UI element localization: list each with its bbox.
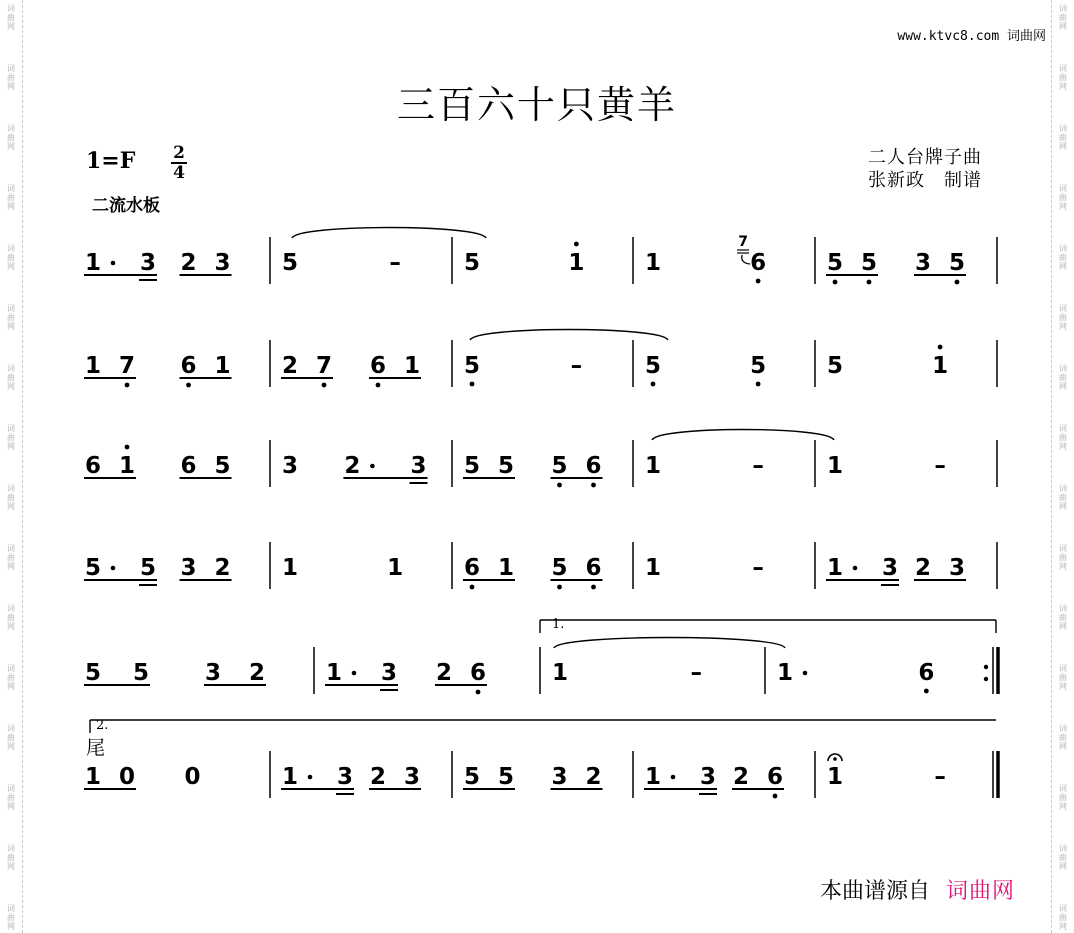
watermark-glyphs: 词 曲 网: [1059, 424, 1067, 451]
note-numeral: 1: [826, 555, 844, 581]
site-url[interactable]: www.ktvc8.com 词曲网: [897, 29, 1046, 44]
footer-label: 本曲谱源自: [820, 879, 931, 904]
note-numeral: 5: [497, 764, 515, 790]
watermark-glyphs: 词 曲 网: [1059, 124, 1067, 151]
note-numeral: 6: [750, 250, 767, 276]
watermark-glyphs: 词 曲 网: [1059, 4, 1067, 31]
note-numeral: 1: [281, 555, 299, 581]
footer-brand-link[interactable]: 词曲网: [946, 879, 1016, 904]
credit-composer: 二人台牌子曲: [868, 147, 982, 168]
note-numeral: 1: [403, 353, 421, 379]
note-numeral: 1: [644, 250, 662, 276]
watermark-glyphs: 词 曲 网: [7, 844, 15, 871]
watermark-glyphs: 词 曲 网: [1059, 604, 1067, 631]
note-numeral: 3: [380, 660, 398, 686]
watermark-glyphs: 词 曲 网: [7, 184, 15, 211]
octave-low-dot: [470, 382, 475, 387]
watermark-glyphs: 词 曲 网: [7, 304, 15, 331]
octave-low-dot: [470, 585, 475, 590]
octave-low-dot: [773, 794, 778, 799]
watermark-glyphs: 词 曲 网: [1059, 724, 1067, 751]
volta-2-label: 2.: [96, 718, 109, 733]
note-numeral: 2: [585, 764, 602, 790]
octave-low-dot: [557, 483, 562, 488]
time-signature-bottom: 4: [173, 163, 185, 183]
note-numeral: 5: [139, 555, 157, 581]
repeat-dot: [984, 677, 988, 681]
note-numeral: 3: [139, 250, 157, 276]
note-numeral: 5: [860, 250, 878, 276]
note-numeral: 3: [410, 453, 427, 479]
watermark-glyphs: 词 曲 网: [1059, 364, 1067, 391]
octave-low-dot: [955, 280, 960, 285]
note-numeral: 3: [403, 764, 421, 790]
note-numeral: 5: [551, 453, 568, 479]
note-numeral: 1: [644, 764, 662, 790]
note-numeral: 1: [826, 764, 844, 790]
octave-low-dot: [833, 280, 838, 285]
note-numeral: 6: [585, 453, 602, 479]
note-numeral: 5: [214, 453, 231, 479]
watermark-glyphs: 词 曲 网: [7, 364, 15, 391]
note-numeral: 2: [435, 660, 453, 686]
augmentation-dot: [803, 671, 808, 676]
note-numeral: 6: [469, 660, 487, 686]
note-numeral: 1: [387, 555, 404, 581]
octave-low-dot: [557, 585, 562, 590]
note-numeral: 3: [699, 764, 717, 790]
note-numeral: 5: [826, 250, 844, 276]
footer-source: [820, 874, 1015, 905]
watermark-glyphs: 词 曲 网: [7, 904, 15, 931]
watermark-glyphs: 词 曲 网: [7, 664, 15, 691]
dash-note: –: [934, 453, 946, 479]
note-numeral: 5: [84, 660, 102, 686]
watermark-glyphs: 词 曲 网: [7, 544, 15, 571]
note-numeral: 0: [184, 764, 201, 790]
note-numeral: 6: [463, 555, 481, 581]
grace-note: 7: [738, 234, 748, 250]
note-numeral: 1: [84, 764, 102, 790]
repeat-dot: [984, 665, 988, 669]
augmentation-dot: [370, 464, 375, 469]
augmentation-dot: [111, 566, 116, 571]
note-numeral: 3: [948, 555, 966, 581]
fermata-dot: [833, 757, 837, 761]
octave-low-dot: [476, 690, 481, 695]
dash-note: –: [690, 660, 703, 686]
augmentation-dot: [308, 775, 313, 780]
note-numeral: 5: [132, 660, 150, 686]
octave-high-dot: [574, 242, 579, 247]
note-numeral: 5: [463, 764, 481, 790]
dash-note: –: [752, 453, 764, 479]
note-numeral: 1: [84, 353, 102, 379]
note-numeral: 1: [568, 250, 585, 276]
dash-note: –: [570, 353, 583, 379]
watermark-glyphs: 词 曲 网: [1059, 244, 1067, 271]
watermark-glyphs: 词 曲 网: [1059, 184, 1067, 211]
note-numeral: 1: [644, 555, 662, 581]
note-numeral: 1: [214, 353, 231, 379]
note-numeral: 5: [463, 353, 481, 379]
note-numeral: 2: [248, 660, 266, 686]
note-numeral: 3: [281, 453, 299, 479]
watermark-glyphs: 词 曲 网: [1059, 484, 1067, 511]
watermark-glyphs: 词 曲 网: [7, 784, 15, 811]
augmentation-dot: [352, 671, 357, 676]
note-numeral: 1: [932, 353, 949, 379]
watermark-glyphs: 词 曲 网: [7, 724, 15, 751]
note-numeral: 2: [180, 250, 197, 276]
octave-low-dot: [756, 279, 761, 284]
octave-low-dot: [756, 382, 761, 387]
note-numeral: 2: [344, 453, 361, 479]
note-numeral: 3: [180, 555, 197, 581]
note-numeral: 6: [585, 555, 602, 581]
note-numeral: 2: [214, 555, 231, 581]
watermark-glyphs: 词 曲 网: [7, 244, 15, 271]
grace-slur: [742, 255, 750, 264]
watermark-glyphs: 词 曲 网: [1059, 64, 1067, 91]
note-numeral: 5: [84, 555, 102, 581]
note-numeral: 1: [551, 660, 569, 686]
note-numeral: 6: [369, 353, 387, 379]
tie-slur: [554, 638, 785, 649]
dash-note: –: [752, 555, 764, 581]
watermark-glyphs: 词 曲 网: [7, 424, 15, 451]
note-numeral: 3: [214, 250, 231, 276]
note-numeral: 3: [551, 764, 568, 790]
watermark-glyphs: 词 曲 网: [1059, 844, 1067, 871]
volta-1-label: 1.: [552, 617, 565, 632]
octave-low-dot: [186, 383, 191, 388]
octave-low-dot: [591, 585, 596, 590]
note-numeral: 7: [118, 353, 136, 379]
note-numeral: 5: [463, 250, 481, 276]
note-numeral: 5: [750, 353, 767, 379]
octave-low-dot: [924, 689, 929, 694]
note-numeral: 3: [204, 660, 222, 686]
augmentation-dot: [671, 775, 676, 780]
tempo-marking: 二流水板: [92, 196, 160, 216]
note-numeral: 5: [551, 555, 568, 581]
note-numeral: 1: [826, 453, 844, 479]
octave-low-dot: [867, 280, 872, 285]
note-numeral: 3: [336, 764, 354, 790]
note-numeral: 3: [914, 250, 932, 276]
page-title: 三百六十只黄羊: [396, 83, 677, 127]
note-numeral: 2: [732, 764, 750, 790]
note-numeral: 6: [180, 353, 197, 379]
note-numeral: 1: [776, 660, 794, 686]
key-signature: 1=F: [86, 148, 136, 174]
dash-note: –: [389, 250, 401, 276]
note-numeral: 6: [918, 660, 935, 686]
coda-label: 尾: [86, 737, 106, 759]
note-numeral: 6: [84, 453, 102, 479]
note-numeral: 1: [118, 453, 136, 479]
note-numeral: 5: [826, 353, 844, 379]
note-numeral: 2: [914, 555, 932, 581]
note-numeral: 5: [948, 250, 966, 276]
tie-slur: [652, 430, 834, 441]
watermark-glyphs: 词 曲 网: [1059, 904, 1067, 931]
octave-high-dot: [125, 445, 130, 450]
watermark-glyphs: 词 曲 网: [7, 64, 15, 91]
note-numeral: 5: [644, 353, 662, 379]
octave-high-dot: [938, 345, 943, 350]
watermark-glyphs: 词 曲 网: [1059, 544, 1067, 571]
time-signature-top: 2: [173, 143, 185, 163]
tie-slur: [470, 330, 668, 341]
dash-note: –: [934, 764, 946, 790]
watermark-glyphs: 词 曲 网: [7, 484, 15, 511]
octave-low-dot: [591, 483, 596, 488]
note-numeral: 1: [497, 555, 515, 581]
octave-low-dot: [322, 383, 327, 388]
note-numeral: 6: [766, 764, 784, 790]
octave-low-dot: [125, 383, 130, 388]
note-numeral: 2: [281, 353, 299, 379]
note-numeral: 3: [881, 555, 899, 581]
watermark-glyphs: 词 曲 网: [1059, 784, 1067, 811]
note-numeral: 0: [118, 764, 136, 790]
note-numeral: 5: [281, 250, 299, 276]
note-numeral: 1: [325, 660, 343, 686]
watermark-glyphs: 词 曲 网: [7, 124, 15, 151]
note-numeral: 7: [315, 353, 333, 379]
note-numeral: 6: [180, 453, 197, 479]
octave-low-dot: [651, 382, 656, 387]
note-numeral: 2: [369, 764, 387, 790]
watermark-glyphs: 词 曲 网: [1059, 664, 1067, 691]
note-numeral: 5: [463, 453, 481, 479]
tie-slur: [292, 228, 486, 239]
watermark-glyphs: 词 曲 网: [1059, 304, 1067, 331]
watermark-glyphs: 词 曲 网: [7, 4, 15, 31]
note-numeral: 1: [644, 453, 662, 479]
augmentation-dot: [111, 261, 116, 266]
note-numeral: 1: [84, 250, 102, 276]
credit-arranger: 张新政 制谱: [868, 170, 982, 191]
augmentation-dot: [853, 566, 858, 571]
note-numeral: 5: [497, 453, 515, 479]
octave-low-dot: [376, 383, 381, 388]
watermark-glyphs: 词 曲 网: [7, 604, 15, 631]
note-numeral: 1: [281, 764, 299, 790]
